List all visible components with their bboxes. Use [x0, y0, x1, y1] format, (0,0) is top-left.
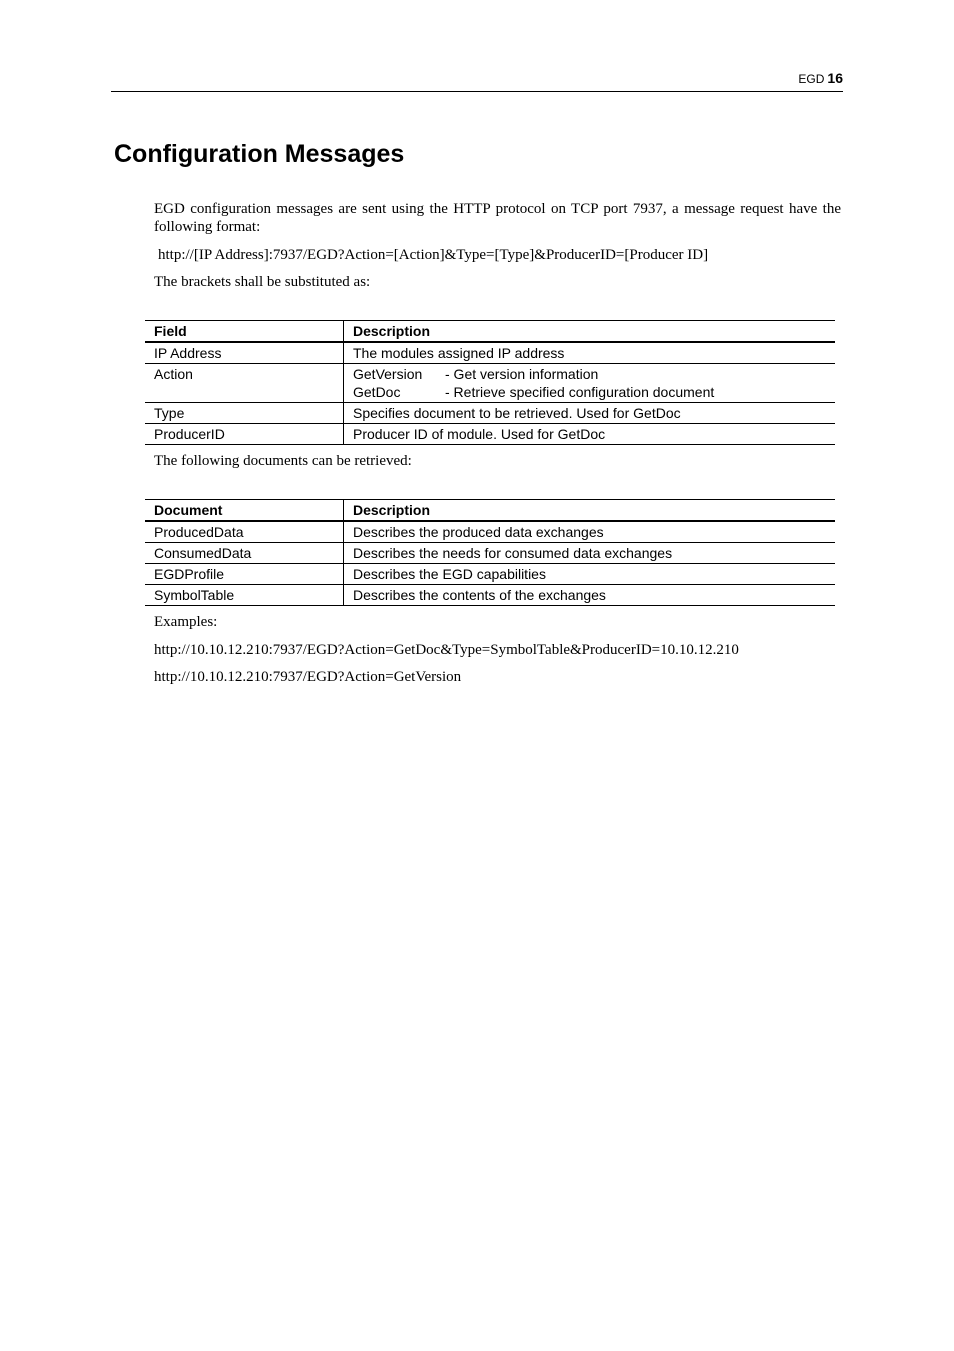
document-cell: EGDProfile [145, 564, 344, 585]
page-number: 16 [827, 70, 843, 86]
document-cell: SymbolTable [145, 585, 344, 606]
description-cell: Specifies document to be retrieved. Used for GetDoc [344, 403, 836, 424]
table-row [145, 424, 835, 445]
header-label: EGD [798, 72, 825, 86]
examples-label: Examples: [154, 614, 218, 630]
table-row [145, 364, 835, 403]
page-title: Configuration Messages [114, 140, 405, 168]
column-header-description: Description [344, 321, 836, 343]
table-row [145, 585, 835, 606]
table-header-row [145, 500, 835, 522]
field-cell: IP Address [145, 342, 344, 364]
column-header-field: Field [145, 321, 344, 343]
description-cell: Describes the contents of the exchanges [344, 585, 836, 606]
description-cell [344, 364, 836, 403]
intro-paragraph: EGD configuration messages are sent using the HTTP protocol on TCP port 7937, a message request have the following format: [154, 201, 841, 235]
documents-table [145, 499, 835, 606]
url-format: http://[IP Address]:7937/EGD?Action=[Action]&Type=[Type]&ProducerID=[Producer ID] [158, 247, 709, 263]
table-row [145, 564, 835, 585]
field-cell: ProducerID [145, 424, 344, 445]
action-option-text: - Get version information [445, 366, 599, 382]
action-option [353, 383, 827, 401]
action-option-text: - Retrieve specified configuration document [445, 384, 715, 400]
document-cell: ConsumedData [145, 543, 344, 564]
table-row [145, 403, 835, 424]
document-cell: ProducedData [145, 521, 344, 543]
description-cell: Producer ID of module. Used for GetDoc [344, 424, 836, 445]
action-option [353, 365, 827, 383]
description-cell: Describes the needs for consumed data exchanges [344, 543, 836, 564]
page-header [111, 70, 843, 92]
fields-table [145, 320, 835, 445]
table-row [145, 342, 835, 364]
brackets-text: The brackets shall be substituted as: [154, 274, 371, 290]
table-header-row [145, 321, 835, 343]
description-cell: Describes the produced data exchanges [344, 521, 836, 543]
column-header-description: Description [344, 500, 836, 522]
description-cell: The modules assigned IP address [344, 342, 836, 364]
example-url: http://10.10.12.210:7937/EGD?Action=GetDoc&Type=SymbolTable&ProducerID=10.10.12.210 [154, 642, 739, 658]
description-cell: Describes the EGD capabilities [344, 564, 836, 585]
table-row [145, 543, 835, 564]
documents-text: The following documents can be retrieved: [154, 453, 412, 469]
example-url: http://10.10.12.210:7937/EGD?Action=GetVersion [154, 669, 462, 685]
table-row [145, 521, 835, 543]
action-option-name: GetVersion [353, 366, 423, 382]
field-cell: Action [145, 364, 344, 403]
field-cell: Type [145, 403, 344, 424]
action-option-name: GetDoc [353, 384, 401, 400]
column-header-document: Document [145, 500, 344, 522]
